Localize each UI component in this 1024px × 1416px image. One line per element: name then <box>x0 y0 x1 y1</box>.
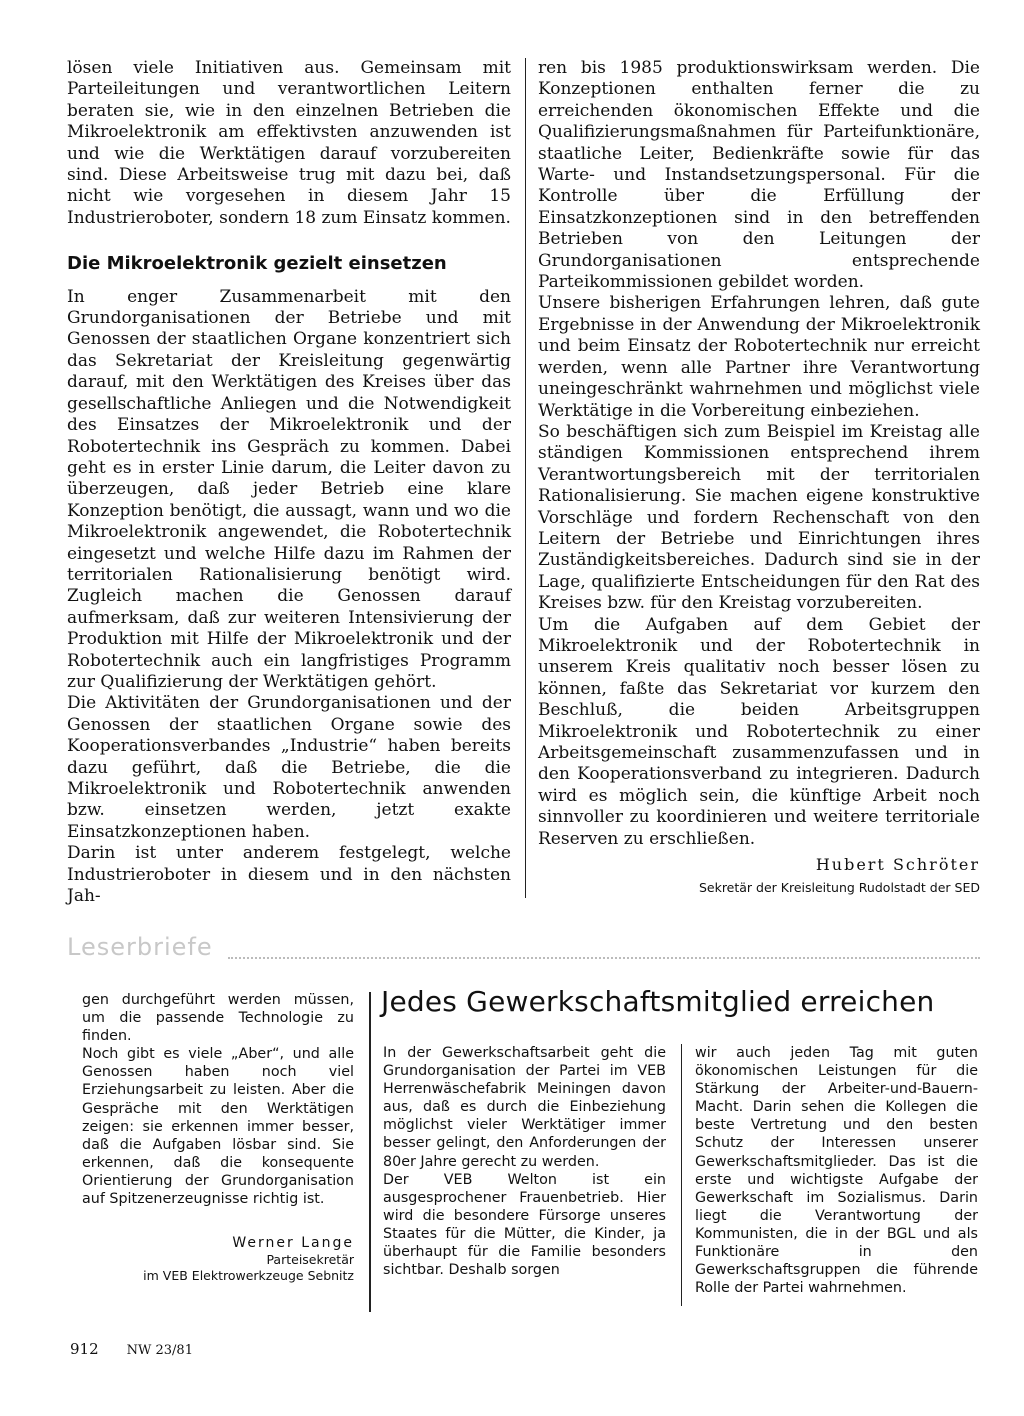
page-number: 912 <box>70 1340 99 1358</box>
letter-left <box>82 991 354 1284</box>
section-rule <box>228 957 980 959</box>
article-column-right <box>538 58 980 899</box>
letter-right-column-1 <box>383 1044 666 1279</box>
page-footer <box>70 1340 193 1358</box>
author-name: Hubert Schröter <box>815 855 980 875</box>
author-name: Werner Lange <box>232 1235 354 1252</box>
author-role: Sekretär der Kreisleitung Rudolstadt der SED <box>698 880 980 896</box>
paragraph: Die Aktivitäten der Grundorganisationen und der Genossen der staatlichen Organe sowie des Kooperationsverbandes „Industrie“ haben bereits dazu geführt, daß die Betriebe, die die Mikroelektronik und Robotertechnik anwenden bzw. einsetzen werden, jetzt exakte Einsatzkonzeptionen haben. <box>67 693 511 842</box>
paragraph: gen durchgeführt werden müssen, um die passende Technologie zu finden. <box>82 992 354 1045</box>
paragraph: Noch gibt es viele „Aber“, und alle Genossen haben noch viel Erziehungsarbeit zu leisten. Aber die Gespräche mit den Werktätigen zeigen: sie erkennen immer besser, daß die Aufgaben lösbar sind. Sie erkennen, daß die konsequente Orientierung der Grundorganisation auf Spitzenerzeugnisse richtig ist. <box>82 1046 354 1208</box>
author-role: Parteisekretär <box>266 1252 354 1268</box>
paragraph: So beschäftigen sich zum Beispiel im Kreistag alle ständigen Kommissionen entsprechend ihrem Verantwortungsbereich mit der territorialen Rationalisierung. Sie machen eigene konstruktive Vorschläge und fordern Rechenschaft von den Leitern der Betriebe und Einrichtungen ihres Zuständigkeitsbereiches. Dadurch sind sie in der Lage, qualifizierte Entscheidungen für den Rat des Kreises bzw. für den Kreistag vorzubereiten. <box>538 421 980 614</box>
column-divider <box>369 992 371 1312</box>
paragraph: Unsere bisherigen Erfahrungen lehren, daß gute Ergebnisse in der Anwendung der Mikroelektronik und beim Einsatz der Robotertechnik nur erreicht werden, wenn alle Partner ihre Verantwortung uneingeschränkt wahrnehmen und möglichst viele Werktätige in die Vorbereitung einbeziehen. <box>538 293 980 421</box>
letter-headline: Jedes Gewerkschaftsmitglied erreichen <box>381 985 935 1018</box>
paragraph: ren bis 1985 produktionswirksam werden. Die Konzeptionen enthalten ferner die zu erreichenden ökonomischen Effekte und die Qualifizierungsmaßnahmen für Parteifunktionäre, staatliche Leiter, Bedienkräfte sowie für das Warte- und Instandsetzungspersonal. Für die Kontrolle über die Erfüllung der Einsatzkonzeptionen sind in den betreffenden Betrieben von den Leitungen der Grundorganisationen entsprechende Parteikommissionen gebildet worden. <box>538 58 980 293</box>
author-organization: im VEB Elektrowerkzeuge Sebnitz <box>143 1268 354 1284</box>
section-label: Leserbriefe <box>67 933 213 961</box>
article-column-left <box>67 58 511 907</box>
paragraph: Der VEB Welton ist ein ausgesprochener Frauenbetrieb. Hier wird die besondere Fürsorge unseres Staates für die Mütter, die Kinder, ja überhaupt für die Familie besonders sichtbar. Deshalb sorgen <box>383 1171 666 1279</box>
paragraph: In enger Zusammenarbeit mit den Grundorganisationen der Betriebe und mit Genossen der staatlichen Organe konzentriert sich das Sekretariat der Kreisleitung gegenwärtig darauf, mit den Werktätigen des Kreises über das gesellschaftliche Anliegen und die Notwendigkeit des Einsatzes der Mikroelektronik und der Robotertechnik ins Gespräch zu kommen. Dabei geht es in erster Linie darum, die Leiter davon zu überzeugen, daß jeder Betrieb eine klare Konzeption benötigt, die aussagt, wann und wo die Mikroelektronik angewendet, die Robotertechnik eingesetzt und welche Hilfe dazu im Rahmen der territorialen Rationalisierung benötigt wird. Zugleich machen die Genossen darauf aufmerksam, daß zur weiteren Intensivierung der Produktion mit Hilfe der Mikroelektronik und der Robotertechnik auch ein langfristiges Programm zur Qualifizierung der Werktätigen gehört. <box>67 286 511 692</box>
paragraph: lösen viele Initiativen aus. Gemeinsam mit Parteileitungen und verantwortlichen Leitern beraten sie, wie in den einzelnen Betrieben die Mikroelektronik am effektivsten anzuwenden ist und wie die Werktätigen darauf vorzubereiten sind. Diese Arbeitsweise trug mit dazu bei, daß nicht wie vorgesehen in diesem Jahr 15 Industrieroboter, sondern 18 zum Einsatz kommen. <box>67 58 511 228</box>
column-divider <box>681 1044 682 1306</box>
paragraph: In der Gewerkschaftsarbeit geht die Grundorganisation der Partei im VEB Herrenwäschefabrik Meiningen davon aus, daß es durch die Einbeziehung möglichst vieler Werktätiger immer besser gelingt, den Anforderungen der 80er Jahre gerecht zu werden. <box>383 1045 666 1170</box>
column-divider <box>525 58 526 898</box>
paragraph: wir auch jeden Tag mit guten ökonomischen Leistungen für die Stärkung der Arbeiter-und-Bauern-Macht. Darin sehen die Kollegen die beste Vertretung und den besten Schutz der Interessen unserer Gewerkschaftsmitglieder. Das ist die erste und wichtigste Aufgabe der Gewerkschaft im Sozialismus. Darin liegt die Verantwortung der Kommunisten, die in der BGL und als Funktionäre in den Gewerkschaftsgruppen die führende Rolle der Partei wahrnehmen. <box>695 1045 978 1297</box>
issue-label: NW 23/81 <box>126 1343 193 1358</box>
paragraph: Darin ist unter anderem festgelegt, welche Industrieroboter in diesem und in den nächsten Jah- <box>67 843 511 907</box>
section-heading: Die Mikroelektronik gezielt einsetzen <box>67 253 447 275</box>
paragraph: Um die Aufgaben auf dem Gebiet der Mikroelektronik und der Robotertechnik in unserem Kreis qualitativ noch besser lösen zu können, faßte das Sekretariat vor kurzem den Beschluß, die beiden Arbeitsgruppen Mikroelektronik und Robotertechnik zu einer Arbeitsgemeinschaft zusammenzufassen und in den Kooperationsverband zu integrieren. Dadurch wird es möglich sein, die künftige Arbeit noch sinnvoller zu koordinieren und weitere territoriale Reserven zu erschließen. <box>538 614 980 849</box>
letter-right-column-2 <box>695 1044 978 1297</box>
